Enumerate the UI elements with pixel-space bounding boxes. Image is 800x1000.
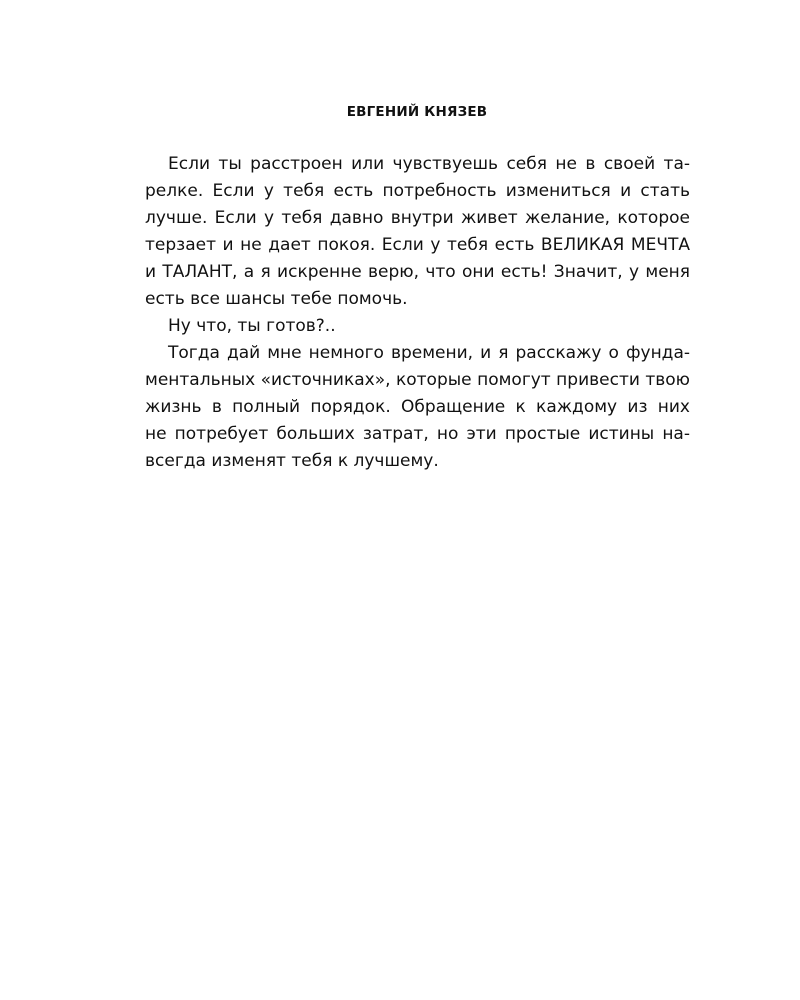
paragraph-3-line-5: всегда изменят тебя к лучшему. (145, 451, 439, 471)
paragraph-3-line-4: не потребует больших затрат, но эти простые истины на- (145, 424, 690, 444)
paragraph-1-line-1: Если ты расстроен или чувствуешь себя не в своей та- (168, 154, 690, 174)
paragraph-1-line-3: лучше. Если у тебя давно внутри живет желание, которое (145, 208, 690, 228)
paragraph-3-line-1: Тогда дай мне немного времени, и я расскажу о фунда- (168, 343, 690, 363)
paragraph-1-line-4: терзает и не дает покоя. Если у тебя есть ВЕЛИКАЯ МЕЧТА (145, 235, 690, 255)
body-text (145, 151, 690, 475)
paragraph-2-line-1: Ну что, ты готов?.. (168, 316, 336, 336)
paragraph-1-line-5: и ТАЛАНТ, а я искренне верю, что они есть! Значит, у меня (145, 262, 690, 282)
paragraph-1-line-6: есть все шансы тебе помочь. (145, 289, 408, 309)
paragraph-3-line-3: жизнь в полный порядок. Обращение к каждому из них (145, 397, 690, 417)
running-head-author: ЕВГЕНИЙ КНЯЗЕВ (346, 104, 488, 120)
paragraph-1-line-2: релке. Если у тебя есть потребность измениться и стать (145, 181, 690, 201)
paragraph-3-line-2: ментальных «источниках», которые помогут привести твою (145, 370, 690, 390)
